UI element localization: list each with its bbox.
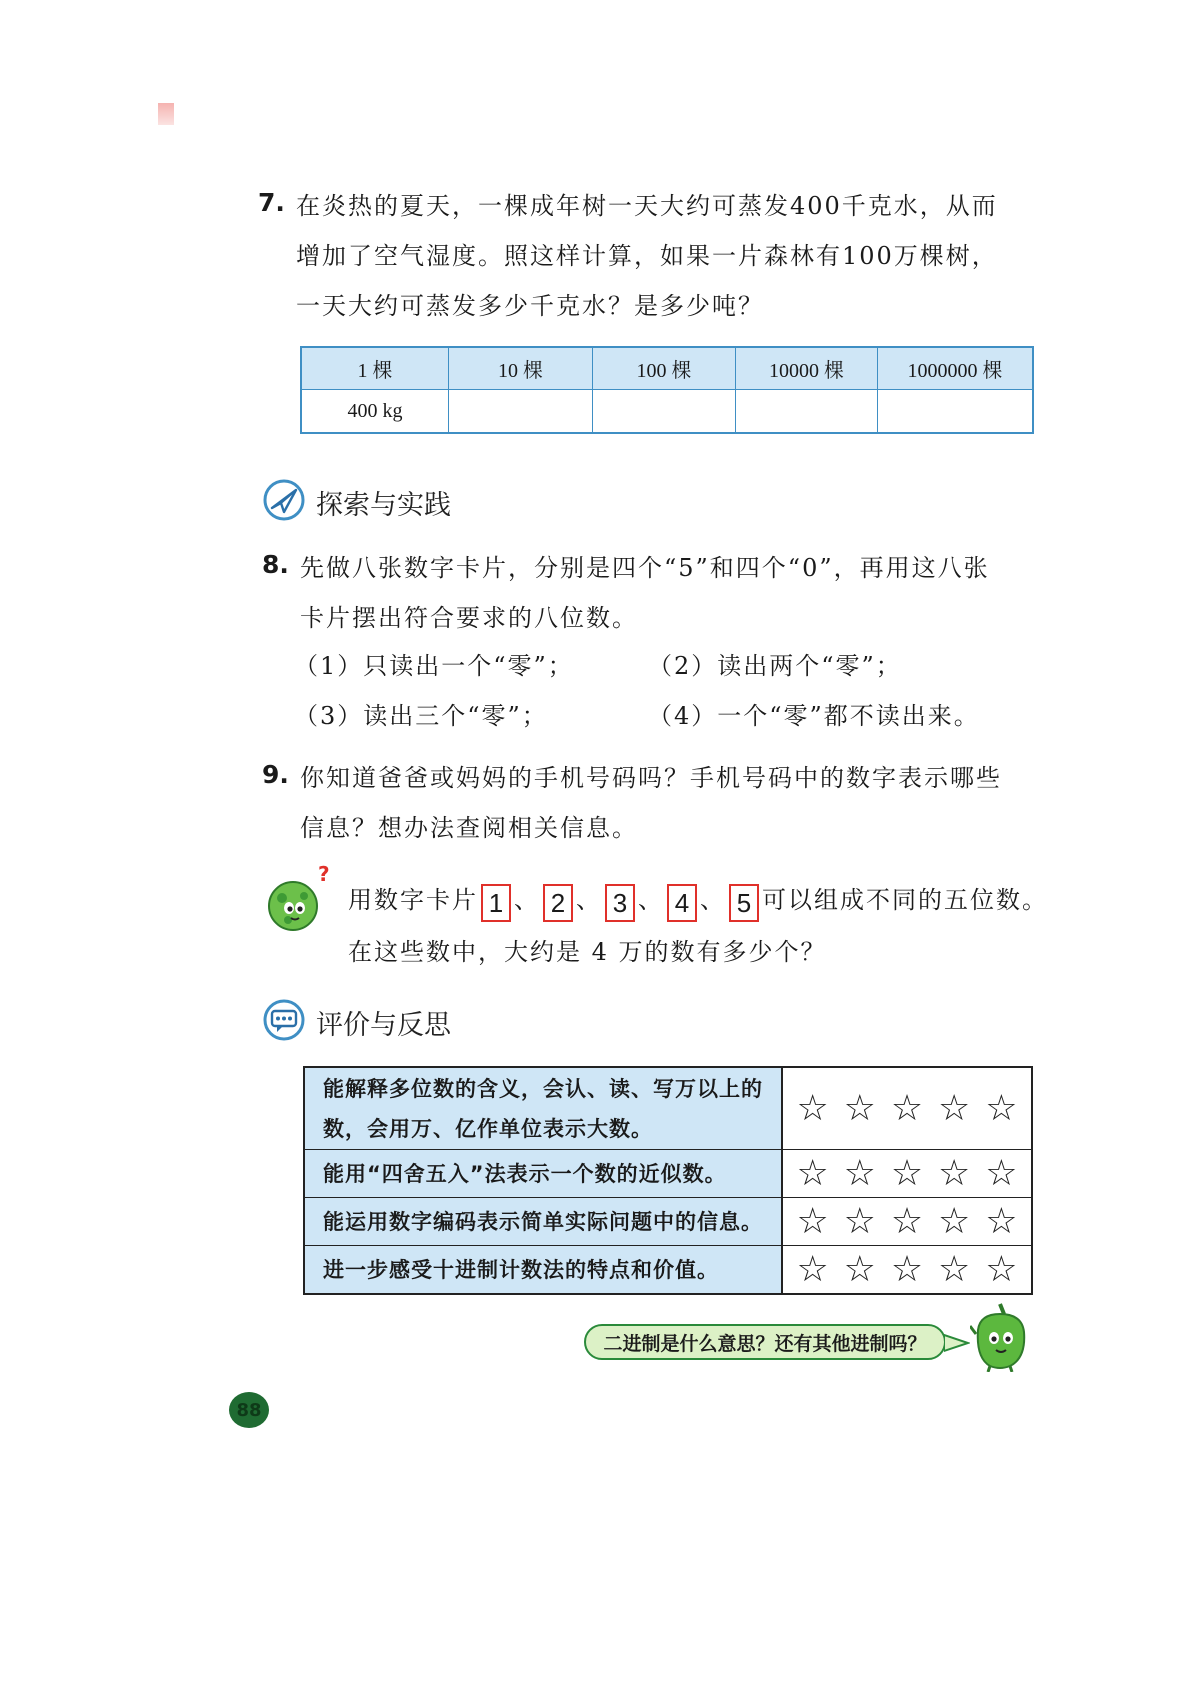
star-icon[interactable]: ☆	[985, 1201, 1018, 1242]
number-card: 2	[543, 884, 573, 922]
question-9-line-2: 信息？想办法查阅相关信息。	[300, 814, 638, 842]
evaluation-table	[303, 1066, 1033, 1295]
evaluation-criterion: 能运用数字编码表示简单实际问题中的信息。	[305, 1198, 783, 1246]
star-icon[interactable]: ☆	[985, 1088, 1018, 1129]
bubble-tail-icon	[944, 1333, 970, 1357]
star-rating[interactable]	[783, 1150, 1031, 1198]
number-card: 1	[481, 884, 511, 922]
table-header: 1 棵	[302, 348, 449, 390]
tree-evaporation-table	[300, 346, 1034, 434]
question-8-item-4: （4）一个“零”都不读出来。	[648, 702, 980, 730]
chat-bubble-icon	[262, 998, 306, 1046]
evaluation-criterion: 能解释多位数的含义，会认、读、写万以上的数，会用万、亿作单位表示大数。	[305, 1068, 783, 1150]
star-icon[interactable]: ☆	[843, 1088, 876, 1129]
mascot-pepper-icon	[970, 1300, 1032, 1376]
number-card: 4	[667, 884, 697, 922]
paper-plane-icon	[262, 478, 306, 526]
card-separator: 、	[700, 886, 726, 914]
question-7-line-2: 增加了空气湿度。照这样计算，如果一片森林有100万棵树，	[296, 242, 998, 270]
table-cell-blank[interactable]	[878, 390, 1032, 432]
question-7-number: 7.	[258, 188, 285, 217]
question-8-line-2: 卡片摆出符合要求的八位数。	[300, 604, 638, 632]
question-8-line-1: 先做八张数字卡片，分别是四个“5”和四个“0”，再用这八张	[300, 554, 990, 582]
star-icon[interactable]: ☆	[796, 1201, 829, 1242]
star-icon[interactable]: ☆	[938, 1201, 971, 1242]
question-8-item-3: （3）读出三个“零”；	[294, 702, 548, 730]
star-icon[interactable]: ☆	[843, 1249, 876, 1290]
card-separator: 、	[514, 886, 540, 914]
star-icon[interactable]: ☆	[890, 1201, 924, 1242]
puzzle-line-1	[348, 880, 1048, 922]
number-card: 5	[729, 884, 759, 922]
star-icon[interactable]: ☆	[843, 1153, 876, 1194]
evaluation-criterion: 进一步感受十进制计数法的特点和价值。	[305, 1246, 783, 1293]
puzzle-prefix: 用数字卡片	[348, 886, 478, 914]
star-icon[interactable]: ☆	[796, 1249, 829, 1290]
star-icon[interactable]: ☆	[890, 1153, 924, 1194]
question-7-line-1: 在炎热的夏天，一棵成年树一天大约可蒸发400千克水，从而	[296, 192, 998, 220]
puzzle-suffix: 可以组成不同的五位数。	[762, 886, 1048, 914]
question-mark: ?	[318, 862, 330, 886]
star-rating[interactable]	[783, 1068, 1031, 1150]
star-icon[interactable]: ☆	[938, 1249, 971, 1290]
table-header: 10000 棵	[736, 348, 878, 390]
star-icon[interactable]: ☆	[796, 1088, 829, 1129]
star-icon[interactable]: ☆	[985, 1249, 1018, 1290]
section-explore-title: 探索与实践	[316, 489, 451, 521]
section-eval-header	[262, 998, 451, 1046]
evaluation-criterion: 能用“四舍五入”法表示一个数的近似数。	[305, 1150, 783, 1198]
section-explore-header	[262, 478, 451, 526]
table-header: 10 棵	[449, 348, 593, 390]
star-icon[interactable]: ☆	[938, 1088, 971, 1129]
star-rating[interactable]	[783, 1246, 1031, 1293]
table-cell-blank[interactable]	[736, 390, 878, 432]
table-cell-blank[interactable]	[449, 390, 593, 432]
card-separator: 、	[638, 886, 664, 914]
question-7-line-3: 一天大约可蒸发多少千克水？是多少吨？	[296, 292, 764, 320]
speech-bubble: 二进制是什么意思？还有其他进制吗？	[584, 1324, 946, 1360]
star-icon[interactable]: ☆	[890, 1088, 924, 1129]
table-header: 1000000 棵	[878, 348, 1032, 390]
star-icon[interactable]: ☆	[985, 1153, 1018, 1194]
number-card: 3	[605, 884, 635, 922]
corner-mark	[158, 103, 174, 125]
puzzle-line-2: 在这些数中，大约是 4 万的数有多少个？	[348, 938, 827, 966]
question-9-line-1: 你知道爸爸或妈妈的手机号码吗？手机号码中的数字表示哪些	[300, 764, 1002, 792]
star-icon[interactable]: ☆	[796, 1153, 829, 1194]
card-separator: 、	[576, 886, 602, 914]
table-cell-blank[interactable]	[593, 390, 736, 432]
star-icon[interactable]: ☆	[938, 1153, 971, 1194]
question-8-number: 8.	[262, 550, 289, 579]
question-9-number: 9.	[262, 760, 289, 789]
table-cell: 400 kg	[302, 390, 449, 432]
page-number: 88	[229, 1392, 269, 1428]
star-icon[interactable]: ☆	[843, 1201, 876, 1242]
star-rating[interactable]	[783, 1198, 1031, 1246]
star-icon[interactable]: ☆	[890, 1249, 924, 1290]
question-8-item-1: （1）只读出一个“零”；	[294, 652, 574, 680]
table-header: 100 棵	[593, 348, 736, 390]
section-eval-title: 评价与反思	[316, 1009, 451, 1041]
question-8-item-2: （2）读出两个“零”；	[648, 652, 902, 680]
